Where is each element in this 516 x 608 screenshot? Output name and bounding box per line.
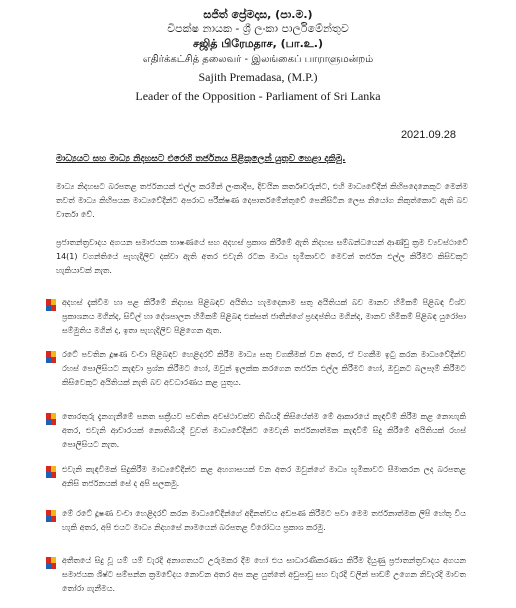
bullet-text: තොරතුරු දැනගැනීමේ පනත සක්‍රීයව පවතින අවස්ථාවක්ව තිබියදී කිසියේත්ම මේ ආකාරයේ කැඳවීම් කිරීම කළ නොහැකි අතර, එවැනි ආචාරයක් නොතිබියදී වුවත් මාධ්‍යවේදීන්ට මෙවැනි තර්ජනාත්මක කැඳවීම් සිදු කිරීමේ අයිතියක් රහස් පොලිසියට නැත.	[62, 412, 466, 449]
bullet-text: අදහස් දැක්වීම හා පළ කිරීමේ නිදහස පිළිබඳව අයිතිය හැමදෙනාම සතු අයිතියක් බව මානව හිමිකම් පිළිබඳ විශ්ව ප්‍රකාශනය මගින්ද, සිවිල් හා දේශපාලන හිමිකම් පිළිබඳ එක්සත් ජාතීන්ගේ ප්‍රඥප්තිය මගින්ද, මානව හිමිකම් පිළිබඳ යුරෝපා සම්මුතිය මගින් ද, ඉතා පැහැදිලිව පිළිගෙන ඇත.	[62, 298, 466, 335]
document-date: 2021.09.28	[400, 129, 456, 141]
quadrant-square-bullet-icon	[46, 466, 56, 478]
constitution-paragraph: ප්‍රජාතන්ත්‍රවාදය අගයන සමාජයක භාෂණයේ සහ අදහස් ප්‍රකාශ කිරීමේ ඇති නිදහස සම්බන්ධයෙන් ආණ්ඩු ක්‍රම ව්‍යවස්ථාවේ 14(1) වගන්තියේ පැහැදිලිව දක්වා ඇති අතර එවැනි රටක මාධ්‍ය භූමිකාවට මෙවන් තර්ජන එල්ල කිරීමට කිසිවකුට හැකියාවක් නැත.	[56, 238, 468, 275]
bullet-text: මේ රටේ දූෂණ වංචා හෙළිදරව් කරන මාධ්‍යවේදීන්ගේ අදීනත්වය අඩපණ කිරීමට පවා මෙම තර්ජනාත්මක ලිපි හේතු විය හැකි අතර, අපි එයට මාධ්‍ය නිදහසේ නාමයෙන් බරපතළ විරෝධය ප්‍රකාශ කරමු.	[62, 509, 466, 532]
quadrant-square-bullet-icon	[46, 351, 56, 363]
bullet-text: රටේ පවතින දූෂණ වංචා පිළිබඳව හෙළිදරව් කිරීම මාධ්‍ය සතු වගකීමක් වන අතර, ඒ වගකීම ඉටු කරන මාධ්‍යවේදීන්ව රහස් පොලිසියට කැඳවා ප්‍රශ්න කිරීමට හෝ, ඔවුන් ඉලක්ක කරගෙන තර්ජන එල්ල කිරීමට හෝ, ඔවුනට බලපෑම් කිරීමට කිසිවෙකුට අයිතියක් නැති බව අවධාරණය කළ යුතුය.	[62, 350, 466, 387]
header-tamil-name: சஜித் பிரேமதாச, (பா.உ.)	[193, 37, 323, 50]
header-sinhala-title: විපක්ෂ නායක - ශ්‍රී ලංකා පාර්ලිමේන්තුව	[167, 22, 349, 35]
bullet-text: එවැනි කැඳවීමක් සිදුකිරීම මාධ්‍යවේදීන්ට කළ අහගාසයක් වන අතර ඔවුන්ගේ මාධ්‍ය භූමිකාවට සීමාකරන ලද බරපතළ අනිසි තර්ජනයක් සේ ද අපි සලකමු.	[62, 465, 466, 488]
quadrant-square-bullet-icon	[46, 413, 56, 425]
header-english-name: Sajith Premadasa, (M.P.)	[198, 70, 318, 84]
header-english-title: Leader of the Opposition - Parliament of Sri Lanka	[135, 89, 381, 103]
header-tamil-title: எதிர்க்கட்சித் தலைவர் - இலங்கைப் பாராளுமன்றம்	[142, 54, 374, 65]
intro-paragraph: මාධ්‍ය නිදහසට බරපතළ තර්ජනයක් එල්ල කරමින් ලංකාදීප, දිවයින කර්තෘවරුන්ට, එහි මාධ්‍යවේදීන් කිහිපදෙනෙකුට මෙන්ම තවත් මාධ්‍ය කිහිපයක මාධ්‍යවේදීන්ට අපරාධ පරීක්ෂණ දෙපාර්තමේන්තුවේ පෙනීසිටින ලෙස නියෝග නිකුත්කොට ඇති බව වාර්තා වේ.	[56, 182, 468, 219]
bullet-text: අතීතයේ සිදු වූ යම් යම් වැරදි අනාගතයට උරුමකර දීම හෝ එය සාධාරණීකරණය කිරීම දියුණු ප්‍රජාතන්ත්‍රවාදය අගයන සමාජයක ශිෂ්ට සම්පන්න ක්‍රමවේදය නොවන අතර අප කළ යුත්තේ අඩුපාඩු සහ වැරදි වලින් පාඩම් උගෙන නිවැරදි මාවත තෝරා ගැනීමය.	[62, 556, 466, 593]
header-sinhala-name: සජිත් ප්‍රේමදාස, (පා.ම.)	[203, 8, 313, 21]
quadrant-square-bullet-icon	[46, 557, 56, 569]
quadrant-square-bullet-icon	[46, 510, 56, 522]
quadrant-square-bullet-icon	[46, 299, 56, 311]
statement-title: මාධ්‍යයට සහ මාධ්‍ය නිදහසට එරෙහි තර්ජනය පිළිකුලෙන් යුතුව හෙළා දකිමු.	[56, 154, 346, 164]
